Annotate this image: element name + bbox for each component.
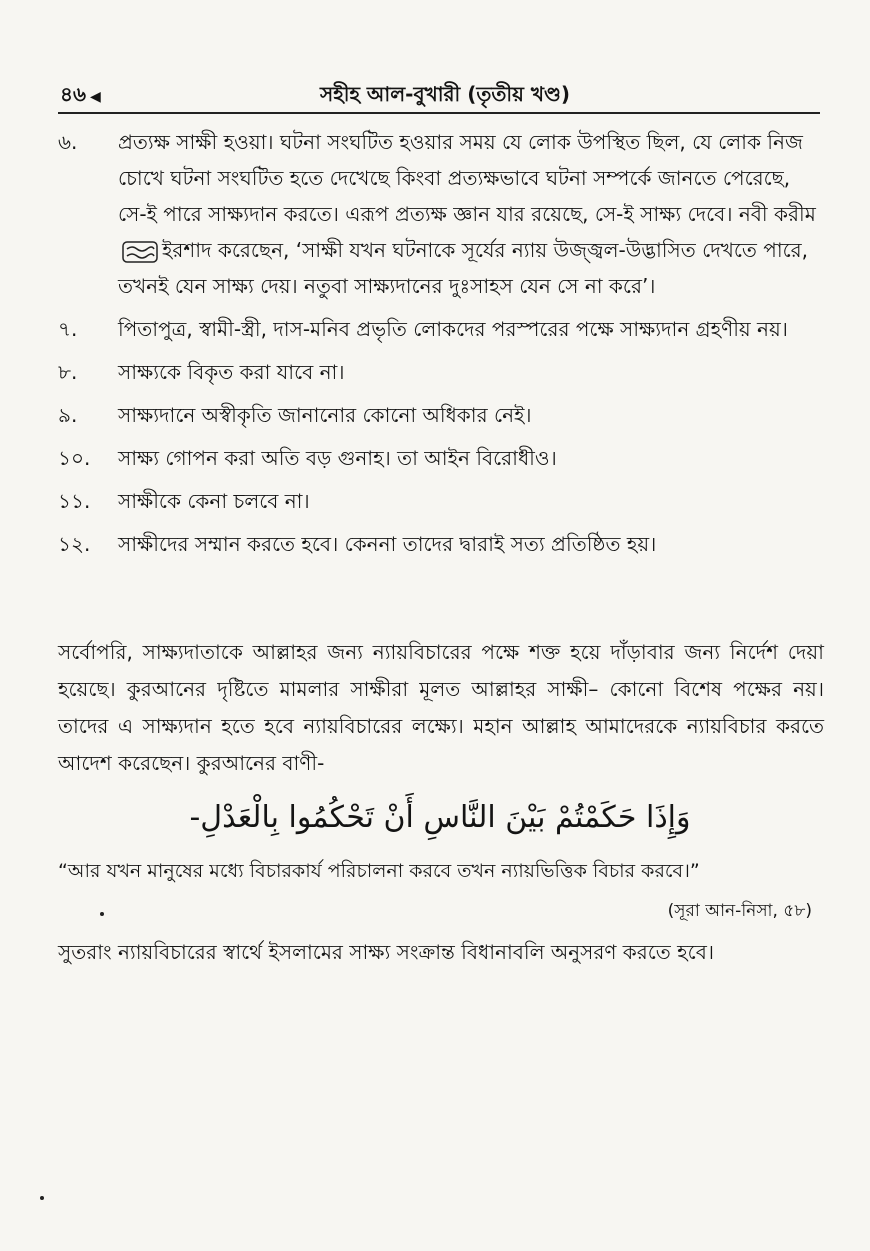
list-item-number: ৮. (58, 360, 78, 384)
list-item (58, 397, 824, 433)
list-item-number: ১১. (58, 489, 91, 513)
list-item-text (118, 124, 824, 304)
book-title: সহীহ আল-বুখারী (তৃতীয় খণ্ড) (320, 82, 571, 106)
print-speck (40, 1196, 44, 1200)
list-item (58, 440, 824, 476)
conclusion-paragraph: সুতরাং ন্যায়বিচারের স্বার্থে ইসলামের সাক্ষ্য সংক্রান্ত বিধানাবলি অনুসরণ করতে হবে। (58, 940, 714, 964)
list-item-text: সাক্ষীদের সম্মান করতে হবে। কেননা তাদের দ্বারাই সত্য প্রতিষ্ঠিত হয়। (118, 532, 657, 556)
list-item (58, 483, 824, 519)
list-item-number: ১২. (58, 532, 91, 556)
print-speck (100, 912, 104, 916)
left-arrow-icon: ◀ (89, 89, 101, 105)
list-item-text: সাক্ষ্যদানে অস্বীকৃতি জানানোর কোনো অধিকার নেই। (118, 403, 532, 427)
numbered-list (58, 124, 824, 569)
page-number (60, 80, 101, 113)
page-header (60, 76, 820, 112)
verse-translation: “আর যখন মানুষের মধ্যে বিচারকার্য পরিচালনা করবে তখন ন্যায়ভিত্তিক বিচার করবে।” (58, 860, 700, 882)
header-rule (58, 112, 820, 114)
page-number-text: ৪৬ (60, 82, 86, 106)
list-item-text: পিতাপুত্র, স্বামী-স্ত্রী, দাস-মনিব প্রভৃতি লোকদের পরস্পরের পক্ষে সাক্ষ্যদান গ্রহণীয় নয়। (118, 317, 788, 341)
list-item-number: ৭. (58, 317, 78, 341)
list-item-text-part2: ইরশাদ করেছেন, ‘সাক্ষী যখন ঘটনাকে সূর্যের ন্যায় উজ্জ্বল-উদ্ভাসিত দেখতে পারে, তখনই যেন সাক্ষ্য দেয়। নতুবা সাক্ষ্যদানের দুঃসাহস যেন সে না করে’। (118, 238, 809, 298)
arabic-verse: وَإِذَا حَكَمْتُمْ بَيْنَ النَّاسِ أَنْ تَحْكُمُوا بِالْعَدْلِ- (189, 800, 691, 835)
list-item-text-part1: প্রত্যক্ষ সাক্ষী হওয়া। ঘটনা সংঘটিত হওয়ার সময় যে লোক উপস্থিত ছিল, যে লোক নিজ চোখে ঘটনা সংঘটিত হতে দেখেছে কিংবা প্রত্যক্ষভাবে ঘটনা সম্পর্কে জানতে পেরেছে, সে-ই পারে সাক্ষ্যদান করতে। এরূপ প্রত্যক্ষ জ্ঞান যার রয়েছে, সে-ই সাক্ষ্য দেবে। নবী করীম (118, 130, 816, 226)
list-item-text: সাক্ষ্য গোপন করা অতি বড় গুনাহ। তা আইন বিরোধীও। (118, 446, 557, 470)
list-item-number: ৬. (58, 130, 78, 154)
list-item (58, 311, 824, 347)
body-paragraph: সর্বোপরি, সাক্ষ্যদাতাকে আল্লাহর জন্য ন্যায়বিচারের পক্ষে শক্ত হয়ে দাঁড়াবার জন্য নির্দেশ দেয়া হয়েছে। কুরআনের দৃষ্টিতে মামলার সাক্ষীরা মূলত আল্লাহর সাক্ষী– কোনো বিশেষ পক্ষের নয়। তাদের এ সাক্ষ্যদান হতে হবে ন্যায়বিচারের লক্ষ্যে। মহান আল্লাহ আমাদেরকে ন্যায়বিচার করতে আদেশ করেছেন। কুরআনের বাণী- (58, 640, 824, 775)
verse-reference: (সূরা আন-নিসা, ৫৮) (667, 901, 812, 921)
list-item-text: সাক্ষ্যকে বিকৃত করা যাবে না। (118, 360, 345, 384)
list-item-text: সাক্ষীকে কেনা চলবে না। (118, 489, 310, 513)
salla-allahu-alaihi-wasallam-icon (122, 241, 158, 263)
list-item (58, 354, 824, 390)
list-item-number: ৯. (58, 403, 78, 427)
list-item (58, 526, 824, 562)
list-item (58, 124, 824, 304)
list-item-number: ১০. (58, 446, 91, 470)
